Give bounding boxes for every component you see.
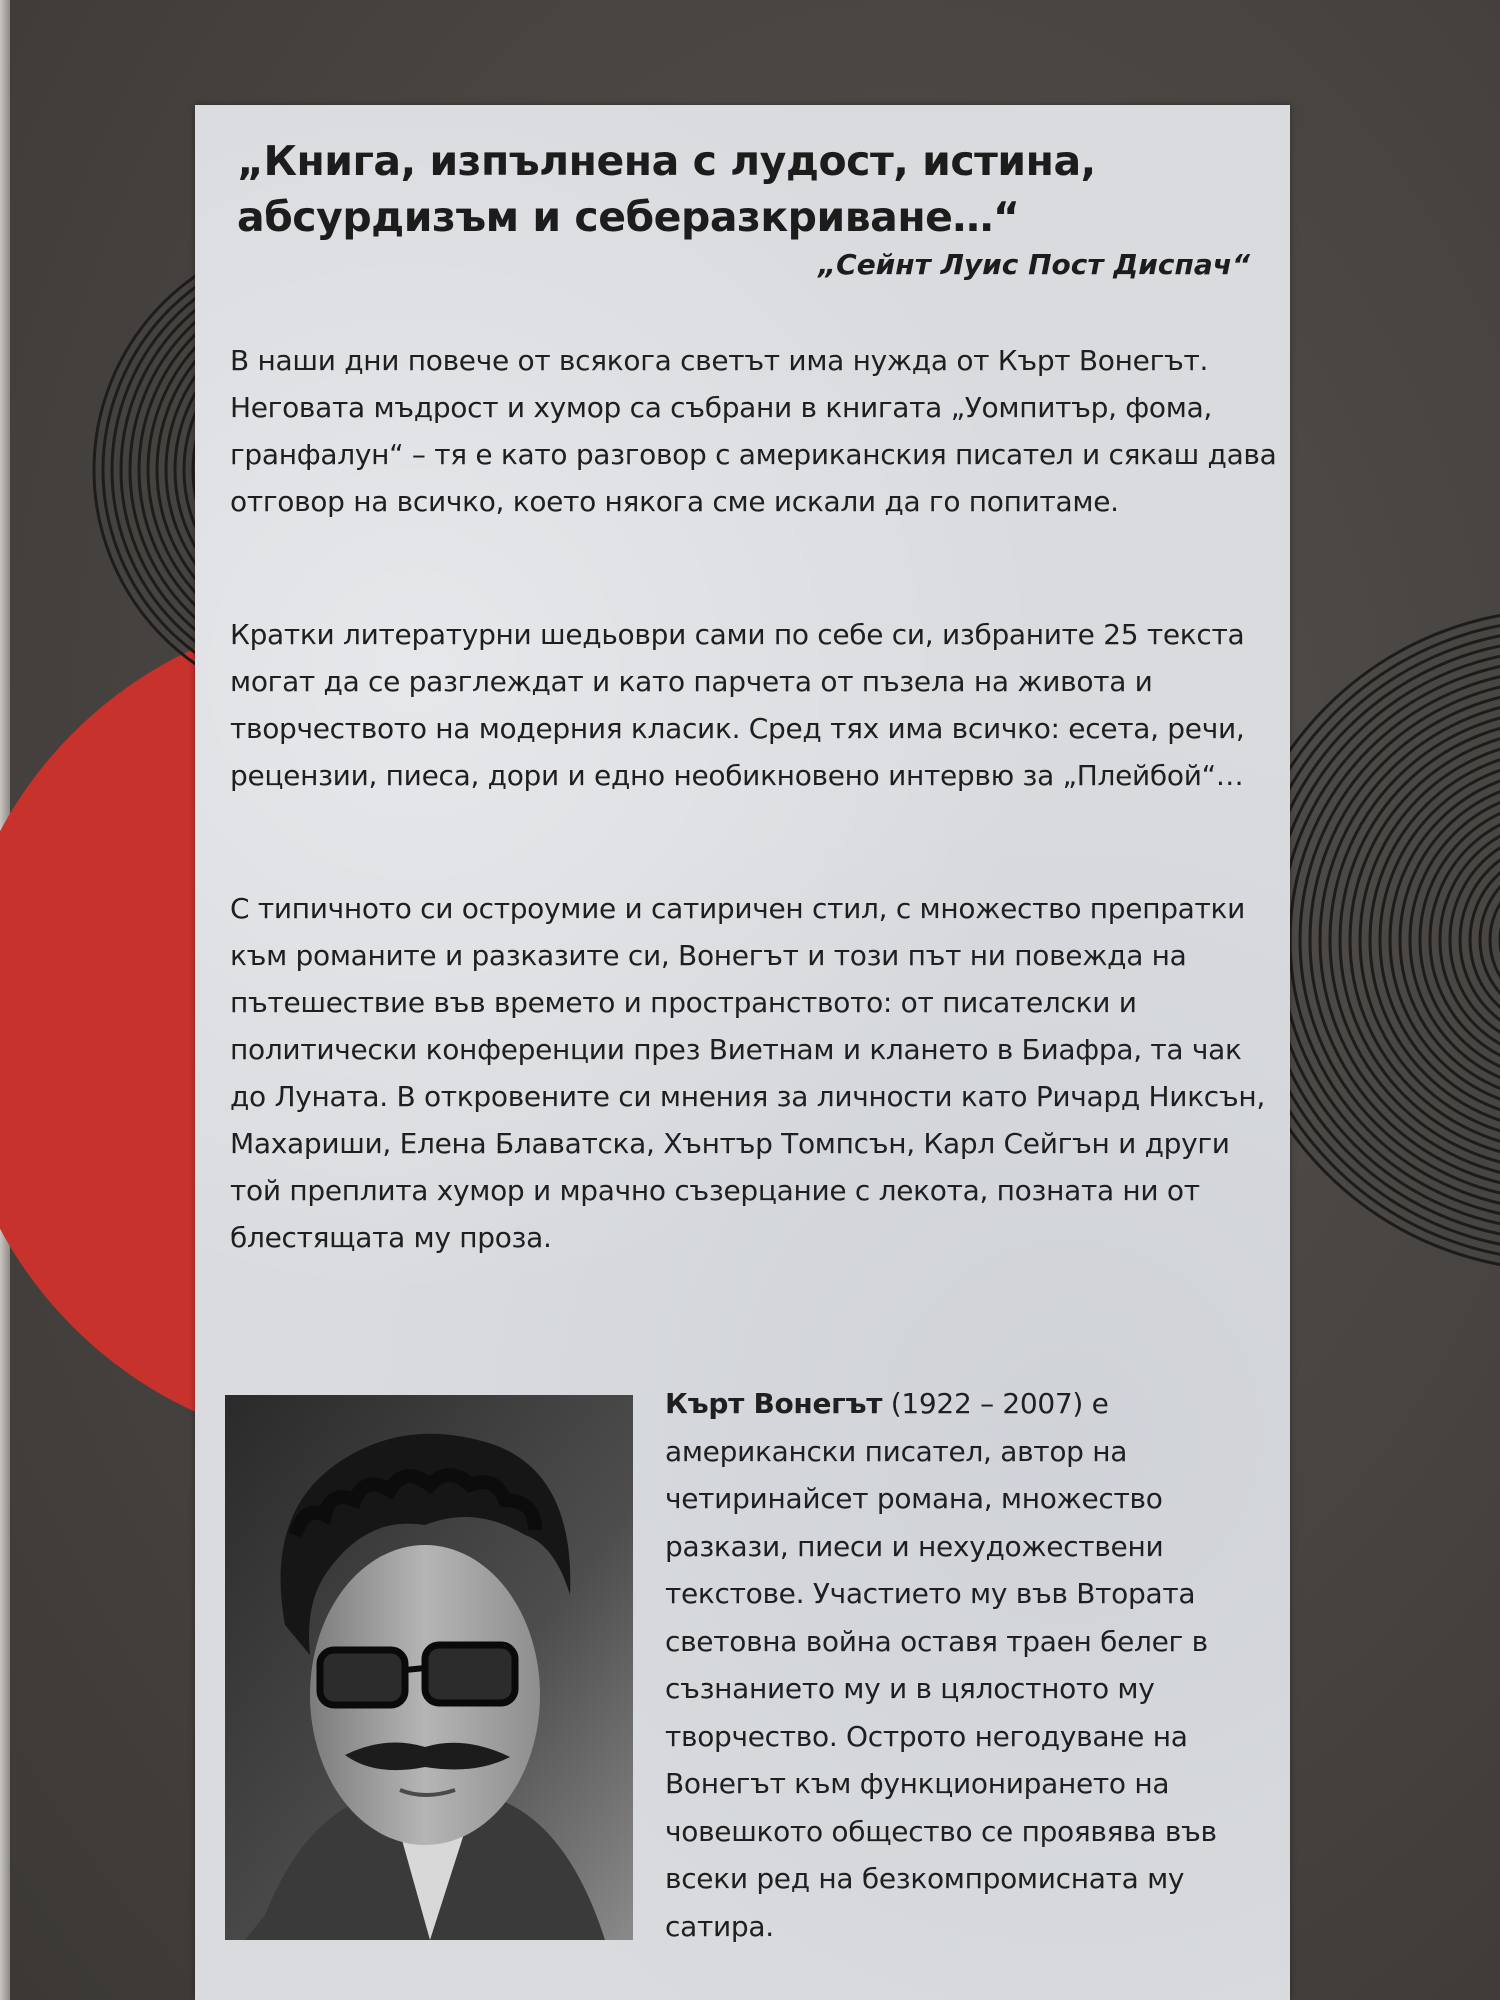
author-years: (1922 – 2007) bbox=[890, 1387, 1084, 1420]
description-paragraph-1: В наши дни повече от всякога светът има нужда от Кърт Вонегът. Неговата мъдрост и хумор са събрани в книгата „Уомпитър, фома, гранфалун“ – тя е като разговор с американския писател и сякаш дава отговор на всичко, което някога сме искали да го попитаме. bbox=[230, 344, 1277, 518]
ring-line bbox=[1450, 830, 1500, 1050]
quote-source: „Сейнт Луис Пост Диспач“ bbox=[818, 248, 1250, 281]
author-portrait-drawing bbox=[225, 1395, 633, 1940]
description-paragraph-2: Кратки литературни шедьоври сами по себе си, избраните 25 текста могат да се разглеждат и като парчета от пъзела на живота и творчеството на модерния класик. Сред тях има всичко: есета, речи, рецензии, пиеса, дори и едно необикновено интервю за „Плейбой“… bbox=[230, 618, 1245, 792]
author-portrait bbox=[225, 1395, 633, 1940]
review-quote: „Книга, изпълнена с лудост, истина, абсурдизъм и себеразкриване…“ bbox=[237, 137, 1096, 241]
author-bio bbox=[665, 1380, 1275, 1950]
ring-line bbox=[1270, 650, 1500, 1230]
author-name: Кърт Вонегът bbox=[665, 1387, 883, 1420]
ring-line bbox=[1410, 790, 1500, 1090]
description-paragraph-3: С типичното си остроумие и сатиричен стил, с множество препратки към романите и разказите си, Вонегът и този път ни повежда на пътешествие във времето и пространството: от писателски и политически конференции през Виетнам и кланeто в Биафра, та чак до Луната. В откровените си мнения за личности като Ричард Никсън, Махариши, Елена Блаватска, Хънтър Томпсън, Карл Сейгън и други той преплита хумор и мрачно съзерцание с лекота, позната ни от блестящата му проза. bbox=[230, 892, 1265, 1254]
ring-line bbox=[1470, 850, 1500, 1030]
author-bio-text: е американски писател, автор на четиринайсет романа, множество разкази, пиеси и нехудожествени текстове. Участието му във Втората световна война оставя траен белег в съзнанието му и в цялостното му творчество. Острото негодуване на Вонегът към функционирането на човешкото общество се проявява във всеки ред на безкомпромисната му сатира. bbox=[665, 1387, 1217, 1943]
text-panel bbox=[195, 105, 1290, 2000]
